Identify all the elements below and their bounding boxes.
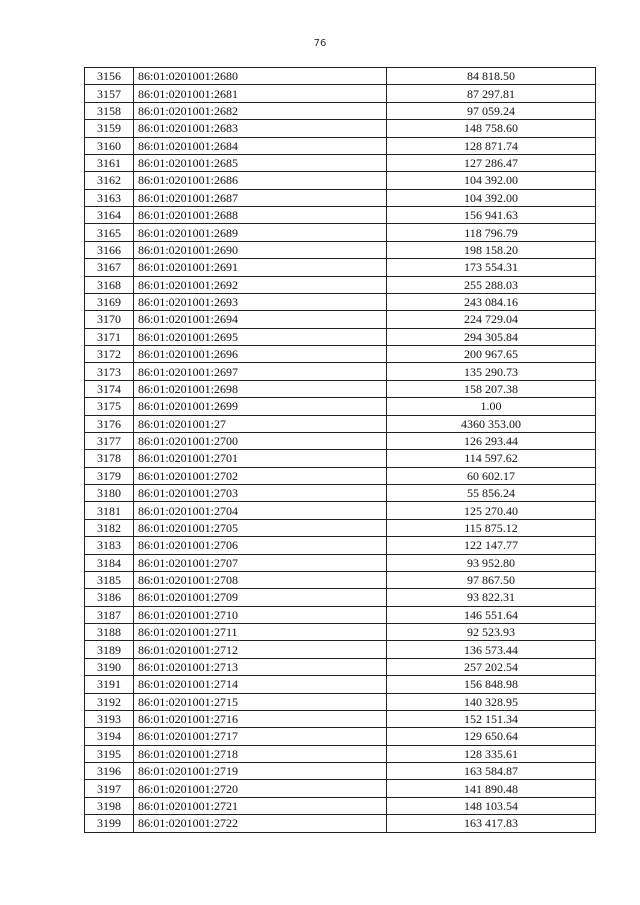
value-cell: 122 147.77 [387, 537, 596, 554]
table-row [85, 207, 596, 224]
cadastral-number-cell: 86:01:0201001:2718 [134, 745, 387, 762]
table-row [85, 120, 596, 137]
value-cell: 4360 353.00 [387, 415, 596, 432]
cadastral-number-cell: 86:01:0201001:2697 [134, 363, 387, 380]
data-table [84, 67, 596, 833]
row-number-cell: 3164 [85, 207, 134, 224]
value-cell: 141 890.48 [387, 780, 596, 797]
table-row [85, 537, 596, 554]
row-number-cell: 3194 [85, 728, 134, 745]
row-number-cell: 3156 [85, 68, 134, 85]
cadastral-number-cell: 86:01:0201001:2686 [134, 172, 387, 189]
cadastral-number-cell: 86:01:0201001:2683 [134, 120, 387, 137]
value-cell: 146 551.64 [387, 606, 596, 623]
row-number-cell: 3199 [85, 815, 134, 832]
cadastral-number-cell: 86:01:0201001:2720 [134, 780, 387, 797]
row-number-cell: 3161 [85, 154, 134, 171]
value-cell: 163 417.83 [387, 815, 596, 832]
value-cell: 140 328.95 [387, 693, 596, 710]
cadastral-number-cell: 86:01:0201001:2717 [134, 728, 387, 745]
table-row [85, 485, 596, 502]
value-cell: 87 297.81 [387, 85, 596, 102]
cadastral-number-cell: 86:01:0201001:2692 [134, 276, 387, 293]
table-row [85, 363, 596, 380]
value-cell: 224 729.04 [387, 311, 596, 328]
value-cell: 156 941.63 [387, 207, 596, 224]
row-number-cell: 3195 [85, 745, 134, 762]
value-cell: 135 290.73 [387, 363, 596, 380]
cadastral-number-cell: 86:01:0201001:2711 [134, 624, 387, 641]
value-cell: 198 158.20 [387, 241, 596, 258]
row-number-cell: 3183 [85, 537, 134, 554]
row-number-cell: 3174 [85, 380, 134, 397]
row-number-cell: 3191 [85, 676, 134, 693]
row-number-cell: 3192 [85, 693, 134, 710]
value-cell: 152 151.34 [387, 710, 596, 727]
row-number-cell: 3163 [85, 189, 134, 206]
value-cell: 163 584.87 [387, 763, 596, 780]
table-row [85, 172, 596, 189]
table-row [85, 658, 596, 675]
value-cell: 148 758.60 [387, 120, 596, 137]
cadastral-number-cell: 86:01:0201001:2689 [134, 224, 387, 241]
table-row [85, 293, 596, 310]
row-number-cell: 3187 [85, 606, 134, 623]
table-row [85, 815, 596, 832]
value-cell: 92 523.93 [387, 624, 596, 641]
cadastral-number-cell: 86:01:0201001:2704 [134, 502, 387, 519]
table-row [85, 85, 596, 102]
table-row [85, 502, 596, 519]
cadastral-number-cell: 86:01:0201001:2702 [134, 467, 387, 484]
row-number-cell: 3173 [85, 363, 134, 380]
cadastral-number-cell: 86:01:0201001:2719 [134, 763, 387, 780]
row-number-cell: 3159 [85, 120, 134, 137]
cadastral-number-cell: 86:01:0201001:2713 [134, 658, 387, 675]
row-number-cell: 3169 [85, 293, 134, 310]
row-number-cell: 3188 [85, 624, 134, 641]
value-cell: 84 818.50 [387, 68, 596, 85]
table-row [85, 780, 596, 797]
value-cell: 136 573.44 [387, 641, 596, 658]
table-row [85, 259, 596, 276]
row-number-cell: 3186 [85, 589, 134, 606]
value-cell: 55 856.24 [387, 485, 596, 502]
value-cell: 127 286.47 [387, 154, 596, 171]
row-number-cell: 3165 [85, 224, 134, 241]
cadastral-number-cell: 86:01:0201001:2695 [134, 328, 387, 345]
cadastral-number-cell: 86:01:0201001:2696 [134, 346, 387, 363]
table-row [85, 154, 596, 171]
table-row [85, 380, 596, 397]
table-row [85, 398, 596, 415]
row-number-cell: 3167 [85, 259, 134, 276]
table-row [85, 745, 596, 762]
table-row [85, 554, 596, 571]
table-row [85, 276, 596, 293]
table-body [85, 68, 596, 833]
cadastral-number-cell: 86:01:0201001:2715 [134, 693, 387, 710]
row-number-cell: 3170 [85, 311, 134, 328]
page-number: 76 [313, 38, 327, 49]
table-row [85, 311, 596, 328]
cadastral-number-cell: 86:01:0201001:2705 [134, 519, 387, 536]
cadastral-number-cell: 86:01:0201001:2699 [134, 398, 387, 415]
cadastral-number-cell: 86:01:0201001:2681 [134, 85, 387, 102]
cadastral-number-cell: 86:01:0201001:2703 [134, 485, 387, 502]
cadastral-number-cell: 86:01:0201001:2710 [134, 606, 387, 623]
value-cell: 173 554.31 [387, 259, 596, 276]
table-row [85, 189, 596, 206]
row-number-cell: 3176 [85, 415, 134, 432]
cadastral-number-cell: 86:01:0201001:2721 [134, 797, 387, 814]
table-row [85, 797, 596, 814]
row-number-cell: 3197 [85, 780, 134, 797]
cadastral-number-cell: 86:01:0201001:2685 [134, 154, 387, 171]
cadastral-number-cell: 86:01:0201001:2684 [134, 137, 387, 154]
value-cell: 243 084.16 [387, 293, 596, 310]
row-number-cell: 3171 [85, 328, 134, 345]
table-row [85, 137, 596, 154]
row-number-cell: 3175 [85, 398, 134, 415]
row-number-cell: 3172 [85, 346, 134, 363]
table-row [85, 763, 596, 780]
table-row [85, 432, 596, 449]
value-cell: 97 867.50 [387, 571, 596, 588]
row-number-cell: 3178 [85, 450, 134, 467]
value-cell: 104 392.00 [387, 172, 596, 189]
table-row [85, 68, 596, 85]
table-row [85, 241, 596, 258]
value-cell: 129 650.64 [387, 728, 596, 745]
row-number-cell: 3190 [85, 658, 134, 675]
table-row [85, 571, 596, 588]
table-row [85, 328, 596, 345]
cadastral-number-cell: 86:01:0201001:2687 [134, 189, 387, 206]
row-number-cell: 3196 [85, 763, 134, 780]
table-row [85, 224, 596, 241]
value-cell: 126 293.44 [387, 432, 596, 449]
value-cell: 257 202.54 [387, 658, 596, 675]
cadastral-number-cell: 86:01:0201001:2708 [134, 571, 387, 588]
table-row [85, 728, 596, 745]
value-cell: 60 602.17 [387, 467, 596, 484]
cadastral-number-cell: 86:01:0201001:2714 [134, 676, 387, 693]
cadastral-number-cell: 86:01:0201001:2691 [134, 259, 387, 276]
row-number-cell: 3180 [85, 485, 134, 502]
row-number-cell: 3181 [85, 502, 134, 519]
cadastral-number-cell: 86:01:0201001:2722 [134, 815, 387, 832]
value-cell: 255 288.03 [387, 276, 596, 293]
table-row [85, 102, 596, 119]
table-row [85, 624, 596, 641]
table-row [85, 641, 596, 658]
row-number-cell: 3184 [85, 554, 134, 571]
value-cell: 114 597.62 [387, 450, 596, 467]
row-number-cell: 3182 [85, 519, 134, 536]
cadastral-number-cell: 86:01:0201001:27 [134, 415, 387, 432]
table-row [85, 676, 596, 693]
value-cell: 128 335.61 [387, 745, 596, 762]
row-number-cell: 3193 [85, 710, 134, 727]
row-number-cell: 3158 [85, 102, 134, 119]
row-number-cell: 3177 [85, 432, 134, 449]
value-cell: 97 059.24 [387, 102, 596, 119]
cadastral-number-cell: 86:01:0201001:2690 [134, 241, 387, 258]
value-cell: 118 796.79 [387, 224, 596, 241]
cadastral-number-cell: 86:01:0201001:2712 [134, 641, 387, 658]
value-cell: 1.00 [387, 398, 596, 415]
cadastral-number-cell: 86:01:0201001:2693 [134, 293, 387, 310]
cadastral-number-cell: 86:01:0201001:2701 [134, 450, 387, 467]
table-row [85, 415, 596, 432]
cadastral-number-cell: 86:01:0201001:2707 [134, 554, 387, 571]
value-cell: 156 848.98 [387, 676, 596, 693]
value-cell: 93 822.31 [387, 589, 596, 606]
row-number-cell: 3160 [85, 137, 134, 154]
table-row [85, 467, 596, 484]
row-number-cell: 3189 [85, 641, 134, 658]
cadastral-number-cell: 86:01:0201001:2688 [134, 207, 387, 224]
value-cell: 104 392.00 [387, 189, 596, 206]
row-number-cell: 3198 [85, 797, 134, 814]
cadastral-number-cell: 86:01:0201001:2709 [134, 589, 387, 606]
value-cell: 148 103.54 [387, 797, 596, 814]
row-number-cell: 3179 [85, 467, 134, 484]
table-row [85, 606, 596, 623]
value-cell: 128 871.74 [387, 137, 596, 154]
value-cell: 200 967.65 [387, 346, 596, 363]
row-number-cell: 3166 [85, 241, 134, 258]
table-row [85, 450, 596, 467]
cadastral-number-cell: 86:01:0201001:2716 [134, 710, 387, 727]
row-number-cell: 3185 [85, 571, 134, 588]
table-row [85, 519, 596, 536]
row-number-cell: 3157 [85, 85, 134, 102]
value-cell: 93 952.80 [387, 554, 596, 571]
cadastral-number-cell: 86:01:0201001:2694 [134, 311, 387, 328]
table-row [85, 589, 596, 606]
table-row [85, 346, 596, 363]
value-cell: 115 875.12 [387, 519, 596, 536]
value-cell: 294 305.84 [387, 328, 596, 345]
cadastral-number-cell: 86:01:0201001:2700 [134, 432, 387, 449]
table-row [85, 693, 596, 710]
table-row [85, 710, 596, 727]
cadastral-number-cell: 86:01:0201001:2698 [134, 380, 387, 397]
value-cell: 158 207.38 [387, 380, 596, 397]
cadastral-number-cell: 86:01:0201001:2680 [134, 68, 387, 85]
cadastral-number-cell: 86:01:0201001:2706 [134, 537, 387, 554]
row-number-cell: 3162 [85, 172, 134, 189]
cadastral-number-cell: 86:01:0201001:2682 [134, 102, 387, 119]
row-number-cell: 3168 [85, 276, 134, 293]
value-cell: 125 270.40 [387, 502, 596, 519]
